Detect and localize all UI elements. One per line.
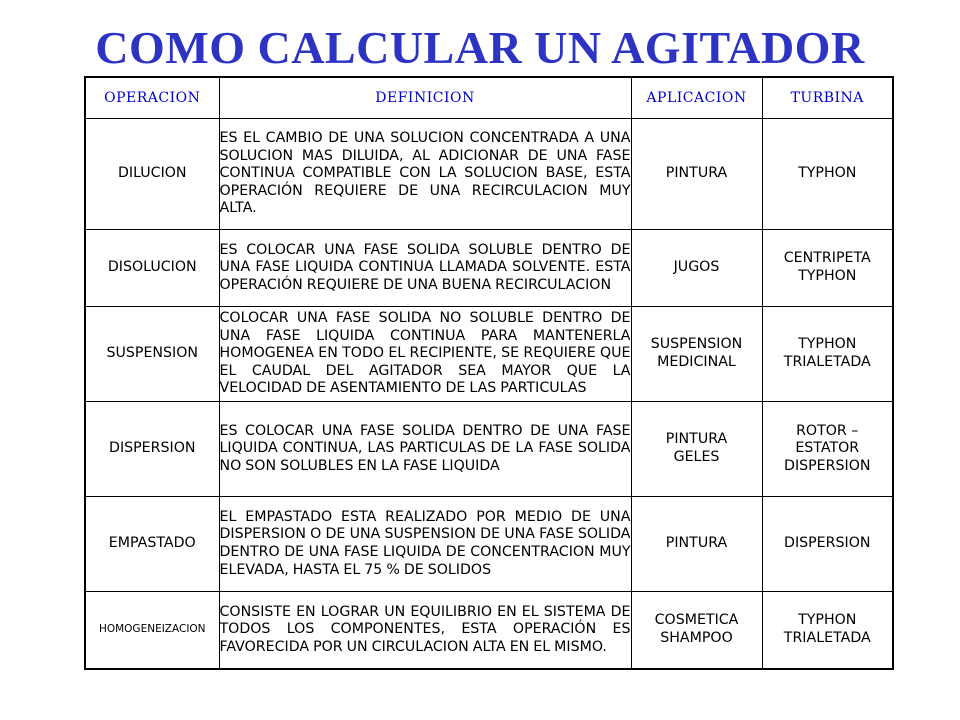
cell-turbina bbox=[762, 307, 893, 402]
cell-definicion: COLOCAR UNA FASE SOLIDA NO SOLUBLE DENTRO DE UNA FASE LIQUIDA CONTINUA PARA MANTENERLA HOMOGENEA EN TODO EL RECIPIENTE, SE REQUIERE QUE EL CAUDAL DEL AGITADOR SEA MAYOR QUE LA VELOCIDAD DE ASENTAMIENTO DE LAS PARTICULAS bbox=[219, 307, 631, 402]
cell-line: PINTURA bbox=[665, 535, 728, 552]
cell-turbina bbox=[762, 402, 893, 497]
cell-turbina bbox=[762, 497, 893, 592]
cell-line: GELES bbox=[673, 449, 720, 465]
cell-line: DISPERSION bbox=[784, 457, 871, 474]
table-row bbox=[85, 592, 893, 670]
header-turbina: TURBINA bbox=[762, 77, 893, 119]
page-title: COMO CALCULAR UN AGITADOR bbox=[95, 22, 865, 73]
cell-line: PINTURA bbox=[665, 431, 728, 448]
cell-aplicacion bbox=[631, 230, 762, 307]
cell-definicion: ES COLOCAR UNA FASE SOLIDA SOLUBLE DENTRO DE UNA FASE LIQUIDA CONTINUA LLAMADA SOLVENTE. ESTA OPERACIÓN REQUIERE DE UNA BUENA RECIRCULACION bbox=[219, 230, 631, 307]
cell-line: TYPHON bbox=[798, 268, 857, 284]
cell-line: TRIALETADA bbox=[783, 630, 871, 646]
cell-aplicacion bbox=[631, 307, 762, 402]
cell-definicion: ES EL CAMBIO DE UNA SOLUCION CONCENTRADA A UNA SOLUCION MAS DILUIDA, AL ADICIONAR DE UNA FASE CONTINUA COMPATIBLE CON LA SOLUCION BASE, ESTA OPERACIÓN REQUIERE DE UNA RECIRCULACION MUY ALTA. bbox=[219, 119, 631, 230]
table-row bbox=[85, 230, 893, 307]
cell-aplicacion bbox=[631, 402, 762, 497]
cell-operacion: DISOLUCION bbox=[85, 230, 219, 307]
cell-line: CENTRIPETA bbox=[783, 250, 871, 267]
cell-line: MEDICINAL bbox=[657, 354, 736, 370]
cell-line: PINTURA bbox=[665, 165, 728, 182]
cell-definicion: CONSISTE EN LOGRAR UN EQUILIBRIO EN EL SISTEMA DE TODOS LOS COMPONENTES, ESTA OPERACIÓN ES FAVORECIDA POR UN CIRCULACION ALTA EN EL MISMO. bbox=[219, 592, 631, 670]
table-row bbox=[85, 307, 893, 402]
cell-aplicacion bbox=[631, 592, 762, 670]
cell-line: ROTOR – bbox=[796, 422, 859, 439]
cell-line: SUSPENSION bbox=[650, 336, 743, 353]
cell-definicion: EL EMPASTADO ESTA REALIZADO POR MEDIO DE UNA DISPERSION O DE UNA SUSPENSION DE UNA FASE SOLIDA DENTRO DE UNA FASE LIQUIDA DE CONCENTRACION MUY ELEVADA, HASTA EL 75 % DE SOLIDOS bbox=[219, 497, 631, 592]
cell-turbina bbox=[762, 230, 893, 307]
table-row bbox=[85, 497, 893, 592]
cell-operacion: EMPASTADO bbox=[85, 497, 219, 592]
cell-turbina bbox=[762, 119, 893, 230]
cell-line: COSMETICA bbox=[654, 612, 739, 629]
cell-line: DISPERSION bbox=[784, 535, 871, 552]
header-aplicacion: APLICACION bbox=[631, 77, 762, 119]
cell-line: TYPHON bbox=[798, 612, 857, 629]
cell-line: TRIALETADA bbox=[783, 354, 871, 370]
cell-operacion: SUSPENSION bbox=[85, 307, 219, 402]
header-operacion: OPERACION bbox=[85, 77, 219, 119]
header-row bbox=[85, 77, 893, 119]
header-definicion: DEFINICION bbox=[219, 77, 631, 119]
table-row bbox=[85, 119, 893, 230]
cell-operacion: DISPERSION bbox=[85, 402, 219, 497]
table-row bbox=[85, 402, 893, 497]
cell-aplicacion bbox=[631, 497, 762, 592]
cell-line: JUGOS bbox=[673, 259, 720, 276]
cell-turbina bbox=[762, 592, 893, 670]
cell-line: TYPHON bbox=[798, 165, 857, 182]
cell-operacion: DILUCION bbox=[85, 119, 219, 230]
cell-line: ESTATOR bbox=[795, 440, 860, 457]
operations-table bbox=[84, 76, 894, 670]
cell-line: TYPHON bbox=[798, 336, 857, 353]
cell-operacion: HOMOGENEIZACION bbox=[85, 592, 219, 670]
cell-line: SHAMPOO bbox=[660, 630, 733, 646]
cell-definicion: ES COLOCAR UNA FASE SOLIDA DENTRO DE UNA FASE LIQUIDA CONTINUA, LAS PARTICULAS DE LA FASE SOLIDA NO SON SOLUBLES EN LA FASE LIQUIDA bbox=[219, 402, 631, 497]
cell-aplicacion bbox=[631, 119, 762, 230]
